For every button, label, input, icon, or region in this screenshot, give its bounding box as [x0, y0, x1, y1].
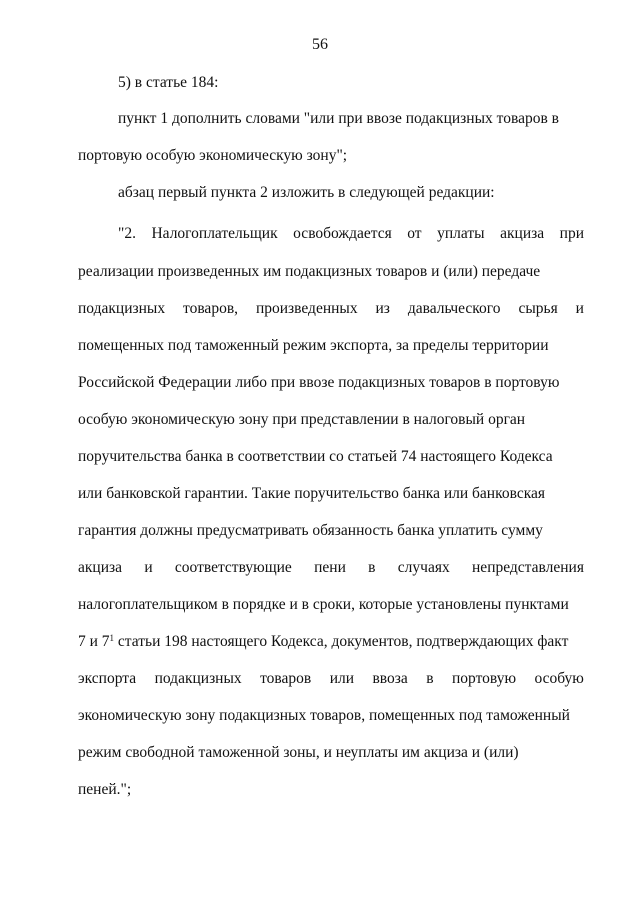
word: подакцизных: [78, 300, 166, 317]
word: товаров,: [183, 300, 239, 317]
quote-line-11: налогоплательщиком в порядке и в сроки, которые установлены пунктами: [78, 596, 569, 613]
word: портовую: [452, 670, 517, 687]
word: акциза: [500, 225, 545, 242]
word: "2.: [118, 225, 136, 242]
word: освобождается: [293, 225, 392, 242]
quote-line-16: пеней.";: [78, 781, 132, 798]
word: при: [559, 225, 584, 242]
quote-line-10: [78, 558, 584, 578]
word: соответствующие: [174, 559, 292, 576]
quote-line-3: [78, 299, 584, 319]
item-heading: 5) в статье 184:: [118, 74, 219, 91]
word: товаров: [260, 670, 312, 687]
word: из: [375, 300, 390, 317]
quote-line-14: экономическую зону подакцизных товаров, помещенных под таможенный: [78, 707, 570, 724]
point1-line1: пункт 1 дополнить словами "или при ввозе подакцизных товаров в: [118, 110, 559, 127]
word: случаях: [397, 559, 450, 576]
quote-line-12: [78, 632, 584, 652]
quote-line-15: режим свободной таможенной зоны, и неуплаты им акциза и (или): [78, 744, 519, 761]
quote-line-6: особую экономическую зону при представлении в налоговый орган: [78, 411, 526, 428]
word: непредставления: [472, 559, 584, 576]
word: ввоза: [372, 670, 408, 687]
text-run: статьи 198 настоящего Кодекса, документов, подтверждающих факт: [114, 633, 569, 650]
quote-line-5: Российской Федерации либо при ввозе подакцизных товаров в портовую: [78, 374, 560, 391]
word: давальческого: [407, 300, 501, 317]
word: в: [368, 559, 376, 576]
point1-line2: портовую особую экономическую зону";: [78, 147, 348, 164]
point2-intro: абзац первый пункта 2 изложить в следующей редакции:: [118, 184, 495, 201]
quote-line-8: или банковской гарантии. Такие поручительство банка или банковская: [78, 485, 545, 502]
quote-line-13: [78, 669, 584, 689]
quote-line-7: поручительства банка в соответствии со статьей 74 настоящего Кодекса: [78, 448, 553, 465]
word: и: [144, 559, 153, 576]
word: сырья: [518, 300, 558, 317]
superscript: 1: [109, 633, 115, 643]
word: уплаты: [437, 225, 485, 242]
word: произведенных: [255, 300, 358, 317]
word: или: [329, 670, 355, 687]
quote-line-4: помещенных под таможенный режим экспорта, за пределы территории: [78, 337, 549, 354]
word: от: [407, 225, 422, 242]
page-number: 56: [312, 36, 328, 53]
quote-line-9: гарантия должны предусматривать обязанность банка уплатить сумму: [78, 522, 543, 539]
text-run: 7 и 7: [78, 633, 110, 650]
word: в: [426, 670, 434, 687]
word: особую: [534, 670, 584, 687]
quote-line-2: реализации произведенных им подакцизных товаров и (или) передаче: [78, 263, 541, 280]
word: акциза: [78, 559, 123, 576]
word: экспорта: [78, 670, 137, 687]
word: подакцизных: [154, 670, 242, 687]
word: пени: [314, 559, 346, 576]
word: Налогоплательщик: [151, 225, 278, 242]
quote-line-1: [118, 224, 584, 244]
word: и: [575, 300, 584, 317]
